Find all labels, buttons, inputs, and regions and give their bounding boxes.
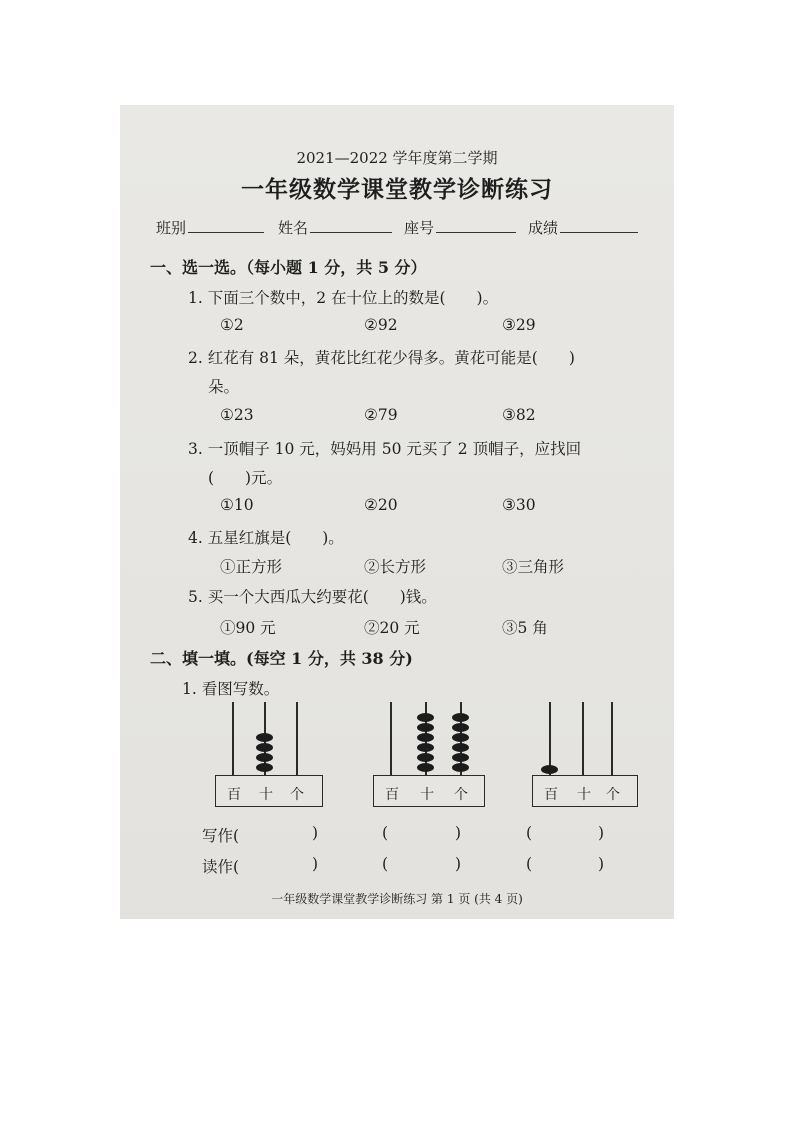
q2-option-2[interactable]: ②79 <box>364 406 398 424</box>
exam-sheet <box>120 105 674 919</box>
read-close-2: ) <box>455 855 462 873</box>
tens-bead <box>256 763 273 772</box>
q3-text-cont: ( )元。 <box>208 469 283 487</box>
q3-text: 3. 一顶帽子 10 元，妈妈用 50 元买了 2 顶帽子，应找回 <box>188 440 582 458</box>
ones-bead <box>452 743 469 752</box>
hundreds-label: 百 <box>227 787 241 803</box>
ones-label: 个 <box>606 787 620 803</box>
q5-option-3[interactable]: ③5 角 <box>502 619 548 637</box>
q1-option-1[interactable]: ①2 <box>220 316 244 334</box>
q1-option-3[interactable]: ③29 <box>502 316 536 334</box>
hundreds-label: 百 <box>544 787 558 803</box>
hundreds-rod <box>232 702 234 777</box>
q2-text-cont: 朵。 <box>208 378 240 396</box>
class-label: 班别 <box>156 219 187 237</box>
ones-bead <box>452 763 469 772</box>
hundreds-rod <box>390 702 392 777</box>
ones-bead <box>452 753 469 762</box>
read-close-3: ) <box>598 855 605 873</box>
tens-label: 十 <box>420 787 434 803</box>
hundreds-label: 百 <box>385 787 399 803</box>
tens-bead <box>417 763 434 772</box>
write-close-3: ) <box>598 824 605 842</box>
write-close-1: ) <box>312 824 319 842</box>
q2-option-3[interactable]: ③82 <box>502 406 536 424</box>
write-open-2: ( <box>382 824 389 842</box>
seat-field <box>404 217 516 238</box>
abacus-base <box>532 775 638 807</box>
read-close-1: ) <box>312 855 319 873</box>
abacus-3 <box>532 702 638 810</box>
write-label-1: 写作( <box>202 827 240 845</box>
tens-bead <box>417 713 434 722</box>
tens-bead <box>417 733 434 742</box>
tens-bead <box>256 743 273 752</box>
read-open-3: ( <box>526 855 533 873</box>
read-label-1: 读作( <box>202 858 240 876</box>
tens-bead <box>417 753 434 762</box>
q4-option-1[interactable]: ①正方形 <box>220 558 283 576</box>
ones-bead <box>452 733 469 742</box>
q4-option-2[interactable]: ②长方形 <box>364 558 427 576</box>
tens-label: 十 <box>259 787 273 803</box>
ones-bead <box>452 713 469 722</box>
abacus-2 <box>373 702 485 810</box>
name-blank[interactable] <box>310 218 392 233</box>
score-label: 成绩 <box>528 219 559 237</box>
hundreds-bead <box>541 765 558 774</box>
section1-heading: 一、选一选。（每小题 1 分，共 5 分） <box>150 258 427 277</box>
name-label: 姓名 <box>278 219 309 237</box>
q3-option-3[interactable]: ③30 <box>502 496 536 514</box>
q5-option-2[interactable]: ②20 元 <box>364 619 420 637</box>
tens-bead <box>417 723 434 732</box>
write-open-3: ( <box>526 824 533 842</box>
score-blank[interactable] <box>560 218 638 233</box>
write-close-2: ) <box>455 824 462 842</box>
name-field <box>278 217 392 238</box>
ones-bead <box>452 723 469 732</box>
tens-bead <box>417 743 434 752</box>
tens-rod <box>582 702 584 777</box>
q5-text: 5. 买一个大西瓜大约要花( )钱。 <box>188 588 437 606</box>
abacus-1 <box>215 702 323 810</box>
score-field <box>528 217 638 238</box>
tens-label: 十 <box>577 787 591 803</box>
q4-option-3[interactable]: ③三角形 <box>502 558 565 576</box>
ones-label: 个 <box>290 787 304 803</box>
class-field <box>156 217 264 238</box>
q3-option-1[interactable]: ①10 <box>220 496 254 514</box>
section2-q1-text: 1. 看图写数。 <box>182 680 280 698</box>
ones-label: 个 <box>454 787 468 803</box>
seat-label: 座号 <box>404 219 435 237</box>
school-year: 2021—2022 学年度第二学期 <box>296 149 498 167</box>
abacus-base <box>373 775 485 807</box>
tens-bead <box>256 733 273 742</box>
class-blank[interactable] <box>188 218 264 233</box>
q4-text: 4. 五星红旗是( )。 <box>188 529 344 547</box>
q1-text: 1. 下面三个数中，2 在十位上的数是( )。 <box>188 289 499 307</box>
ones-rod <box>611 702 613 777</box>
read-open-2: ( <box>382 855 389 873</box>
page-footer: 一年级数学课堂教学诊断练习 第 1 页 (共 4 页) <box>271 892 523 906</box>
ones-rod <box>296 702 298 777</box>
section2-heading: 二、填一填。(每空 1 分，共 38 分) <box>150 649 413 668</box>
q5-option-1[interactable]: ①90 元 <box>220 619 276 637</box>
tens-bead <box>256 753 273 762</box>
seat-blank[interactable] <box>436 218 516 233</box>
q3-option-2[interactable]: ②20 <box>364 496 398 514</box>
q1-option-2[interactable]: ②92 <box>364 316 398 334</box>
q2-option-1[interactable]: ①23 <box>220 406 254 424</box>
page-title: 一年级数学课堂教学诊断练习 <box>241 176 553 203</box>
abacus-base <box>215 775 323 807</box>
q2-text: 2. 红花有 81 朵，黄花比红花少得多。黄花可能是( ) <box>188 349 575 367</box>
